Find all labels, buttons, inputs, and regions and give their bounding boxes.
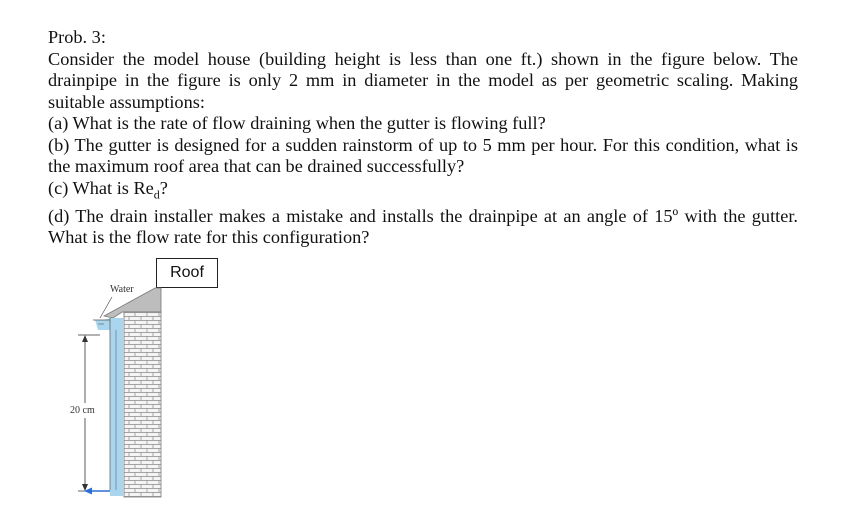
brick-wall <box>124 312 161 497</box>
drainpipe-water <box>110 318 123 496</box>
problem-title: Prob. 3: <box>48 27 106 47</box>
question-c-text: (c) What is Re <box>48 177 154 198</box>
question-b: (b) The gutter is designed for a sudden rainstorm of up to 5 mm per hour. For this condition, what is the maximum roof area that can be drained successfully? <box>48 134 798 176</box>
dimension-label: 20 cm <box>70 405 95 416</box>
water-label: Water <box>110 284 134 295</box>
dimension-arrow-up-icon <box>82 335 88 342</box>
problem-intro: Consider the model house (building height is less than one ft.) shown in the figure below. The drainpipe in the figure is only 2 mm in diameter in the model as per geometric scaling. Making suitable assumptions: <box>48 48 798 112</box>
roof-label-box: Roof <box>156 258 218 288</box>
question-c-end: ? <box>159 177 168 198</box>
question-c-subscript: d <box>153 187 160 202</box>
question-a: (a) What is the rate of flow draining when the gutter is flowing full? <box>48 113 546 133</box>
question-d: (d) The drain installer makes a mistake and installs the drainpipe at an angle of 15º with the gutter. What is the flow rate for this configuration? <box>48 205 798 248</box>
